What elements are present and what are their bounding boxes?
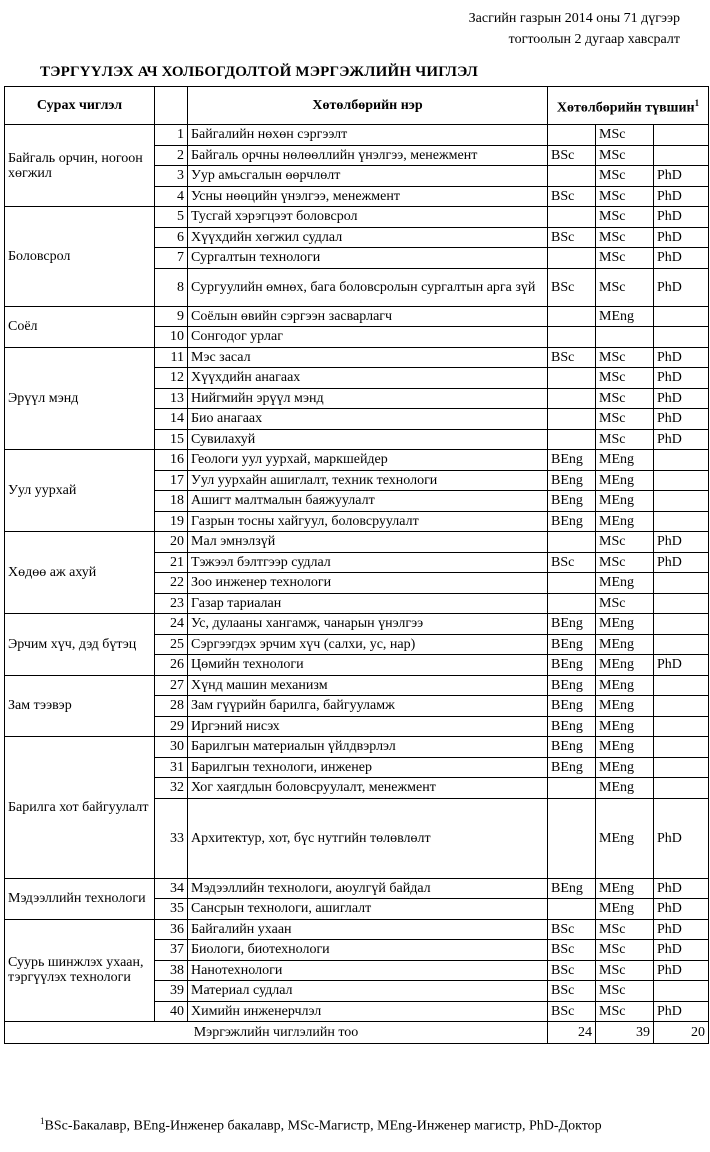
level-bachelor: BEng xyxy=(548,737,596,758)
program-name: Байгалийн ухаан xyxy=(188,919,548,940)
total-master: 39 xyxy=(596,1022,654,1044)
program-name: Барилгын технологи, инженер xyxy=(188,757,548,778)
level-master xyxy=(596,327,654,348)
level-bachelor: BEng xyxy=(548,634,596,655)
row-number: 14 xyxy=(155,409,188,430)
level-doctor: PhD xyxy=(654,207,709,228)
level-master: MSc xyxy=(596,388,654,409)
table-row xyxy=(5,878,709,899)
row-number: 32 xyxy=(155,778,188,799)
row-number: 30 xyxy=(155,737,188,758)
level-doctor: PhD xyxy=(654,186,709,207)
level-bachelor: BEng xyxy=(548,614,596,635)
row-number: 1 xyxy=(155,125,188,146)
level-master: MEng xyxy=(596,716,654,737)
level-doctor xyxy=(654,675,709,696)
level-master: MSc xyxy=(596,186,654,207)
row-number: 3 xyxy=(155,166,188,187)
header-line-2: тогтоолын 2 дугаар хавсралт xyxy=(508,32,680,47)
level-master: MSc xyxy=(596,960,654,981)
level-doctor: PhD xyxy=(654,940,709,961)
level-doctor: PhD xyxy=(654,166,709,187)
row-number: 37 xyxy=(155,940,188,961)
footnote-text: BSc-Бакалавр, BEng-Инженер бакалавр, MSc-Магистр, MEng-Инженер магистр, PhD-Доктор xyxy=(44,1118,602,1134)
level-doctor: PhD xyxy=(654,552,709,573)
level-bachelor: BEng xyxy=(548,655,596,676)
level-doctor xyxy=(654,306,709,327)
table-row xyxy=(5,306,709,327)
row-number: 13 xyxy=(155,388,188,409)
row-number: 15 xyxy=(155,429,188,450)
row-number: 10 xyxy=(155,327,188,348)
level-master: MSc xyxy=(596,347,654,368)
level-bachelor: BSc xyxy=(548,347,596,368)
row-number: 26 xyxy=(155,655,188,676)
field-cell: Эрчим хүч, дэд бүтэц xyxy=(5,614,155,676)
level-bachelor xyxy=(548,327,596,348)
programs-table xyxy=(4,86,709,1044)
level-bachelor xyxy=(548,593,596,614)
level-master: MEng xyxy=(596,899,654,920)
level-doctor xyxy=(654,327,709,348)
level-bachelor: BEng xyxy=(548,450,596,471)
field-cell: Мэдээллийн технологи xyxy=(5,878,155,919)
program-name: Биологи, биотехнологи xyxy=(188,940,548,961)
level-bachelor: BSc xyxy=(548,1001,596,1022)
level-master: MEng xyxy=(596,614,654,635)
row-number: 33 xyxy=(155,798,188,878)
program-name: Нанотехнологи xyxy=(188,960,548,981)
row-number: 2 xyxy=(155,145,188,166)
level-doctor xyxy=(654,634,709,655)
program-name: Байгаль орчны нөлөөллийн үнэлгээ, менежмент xyxy=(188,145,548,166)
level-bachelor: BEng xyxy=(548,675,596,696)
level-bachelor: BSc xyxy=(548,981,596,1002)
level-master: MSc xyxy=(596,919,654,940)
level-doctor: PhD xyxy=(654,227,709,248)
level-doctor xyxy=(654,511,709,532)
level-doctor: PhD xyxy=(654,532,709,553)
table-header-row xyxy=(5,87,709,125)
footnote-number: 1 xyxy=(40,1116,45,1126)
row-number: 38 xyxy=(155,960,188,981)
level-doctor xyxy=(654,737,709,758)
program-name: Усны нөөцийн үнэлгээ, менежмент xyxy=(188,186,548,207)
level-doctor xyxy=(654,778,709,799)
level-master: MSc xyxy=(596,268,654,306)
program-name: Архитектур, хот, бүс нутгийн төлөвлөлт xyxy=(188,798,548,878)
program-name: Хүнд машин механизм xyxy=(188,675,548,696)
level-bachelor: BSc xyxy=(548,227,596,248)
row-number: 39 xyxy=(155,981,188,1002)
program-name: Уул уурхайн ашиглалт, техник технологи xyxy=(188,470,548,491)
level-bachelor: BSc xyxy=(548,940,596,961)
level-bachelor xyxy=(548,125,596,146)
level-bachelor xyxy=(548,306,596,327)
level-doctor xyxy=(654,145,709,166)
header-line-1: Засгийн газрын 2014 оны 71 дүгээр xyxy=(468,11,680,26)
program-name: Хүүхдийн хөгжил судлал xyxy=(188,227,548,248)
level-doctor: PhD xyxy=(654,878,709,899)
program-name: Иргэний нисэх xyxy=(188,716,548,737)
level-bachelor: BSc xyxy=(548,919,596,940)
level-bachelor xyxy=(548,429,596,450)
level-master: MEng xyxy=(596,634,654,655)
row-number: 5 xyxy=(155,207,188,228)
level-bachelor xyxy=(548,388,596,409)
program-name: Зоо инженер технологи xyxy=(188,573,548,594)
program-name: Материал судлал xyxy=(188,981,548,1002)
level-bachelor xyxy=(548,798,596,878)
row-number: 11 xyxy=(155,347,188,368)
level-master: MEng xyxy=(596,798,654,878)
program-name: Уур амьсгалын өөрчлөлт xyxy=(188,166,548,187)
level-doctor: PhD xyxy=(654,899,709,920)
level-doctor xyxy=(654,696,709,717)
level-bachelor xyxy=(548,166,596,187)
level-master: MEng xyxy=(596,511,654,532)
level-master: MSc xyxy=(596,593,654,614)
level-master: MEng xyxy=(596,306,654,327)
level-bachelor xyxy=(548,409,596,430)
program-name: Нийгмийн эрүүл мэнд xyxy=(188,388,548,409)
program-name: Хог хаягдлын боловсруулалт, менежмент xyxy=(188,778,548,799)
field-cell: Эрүүл мэнд xyxy=(5,347,155,450)
program-name: Химийн инженерчлэл xyxy=(188,1001,548,1022)
level-master: MSc xyxy=(596,125,654,146)
table-body xyxy=(5,125,709,1044)
level-doctor: PhD xyxy=(654,655,709,676)
level-master: MSc xyxy=(596,207,654,228)
row-number: 16 xyxy=(155,450,188,471)
program-name: Геологи уул уурхай, маркшейдер xyxy=(188,450,548,471)
level-master: MEng xyxy=(596,778,654,799)
row-number: 17 xyxy=(155,470,188,491)
level-master: MSc xyxy=(596,166,654,187)
footnote-mark: 1 xyxy=(694,97,700,108)
program-name: Байгалийн нөхөн сэргээлт xyxy=(188,125,548,146)
level-doctor xyxy=(654,614,709,635)
level-master: MEng xyxy=(596,878,654,899)
row-number: 29 xyxy=(155,716,188,737)
level-master: MSc xyxy=(596,409,654,430)
row-number: 21 xyxy=(155,552,188,573)
total-label: Мэргэжлийн чиглэлийн тоо xyxy=(5,1022,548,1044)
program-name: Био анагаах xyxy=(188,409,548,430)
program-name: Сургуулийн өмнөх, бага боловсролын сургалтын арга зүй xyxy=(188,268,548,306)
level-bachelor: BSc xyxy=(548,960,596,981)
program-name: Сургалтын технологи xyxy=(188,248,548,269)
level-doctor: PhD xyxy=(654,960,709,981)
level-doctor xyxy=(654,981,709,1002)
col-header-number xyxy=(155,87,188,125)
level-bachelor: BEng xyxy=(548,491,596,512)
row-number: 12 xyxy=(155,368,188,389)
col-header-field: Сурах чиглэл xyxy=(5,87,155,125)
level-doctor: PhD xyxy=(654,919,709,940)
row-number: 7 xyxy=(155,248,188,269)
field-cell: Барилга хот байгуулалт xyxy=(5,737,155,879)
level-bachelor xyxy=(548,532,596,553)
level-master: MEng xyxy=(596,470,654,491)
level-bachelor: BEng xyxy=(548,511,596,532)
program-name: Соёлын өвийн сэргээн засварлагч xyxy=(188,306,548,327)
level-master: MSc xyxy=(596,552,654,573)
table-row xyxy=(5,675,709,696)
footnote xyxy=(40,1112,680,1136)
table-row xyxy=(5,532,709,553)
field-cell: Соёл xyxy=(5,306,155,347)
level-master: MSc xyxy=(596,1001,654,1022)
program-name: Сэргээгдэх эрчим хүч (салхи, ус, нар) xyxy=(188,634,548,655)
table-row xyxy=(5,737,709,758)
level-master: MEng xyxy=(596,491,654,512)
level-doctor xyxy=(654,450,709,471)
level-doctor: PhD xyxy=(654,347,709,368)
program-name: Сувилахуй xyxy=(188,429,548,450)
field-cell: Хөдөө аж ахуй xyxy=(5,532,155,614)
program-name: Мэдээллийн технологи, аюулгүй байдал xyxy=(188,878,548,899)
level-master: MSc xyxy=(596,145,654,166)
level-doctor xyxy=(654,757,709,778)
total-doctor: 20 xyxy=(654,1022,709,1044)
program-name: Мэс засал xyxy=(188,347,548,368)
row-number: 18 xyxy=(155,491,188,512)
row-number: 6 xyxy=(155,227,188,248)
level-bachelor: BSc xyxy=(548,268,596,306)
program-name: Барилгын материалын үйлдвэрлэл xyxy=(188,737,548,758)
table-row xyxy=(5,347,709,368)
total-bachelor: 24 xyxy=(548,1022,596,1044)
table-row xyxy=(5,450,709,471)
level-bachelor: BSc xyxy=(548,186,596,207)
row-number: 4 xyxy=(155,186,188,207)
level-doctor: PhD xyxy=(654,1001,709,1022)
level-master: MSc xyxy=(596,429,654,450)
row-number: 36 xyxy=(155,919,188,940)
level-bachelor xyxy=(548,248,596,269)
program-name: Мал эмнэлзүй xyxy=(188,532,548,553)
level-doctor: PhD xyxy=(654,268,709,306)
level-bachelor: BEng xyxy=(548,716,596,737)
level-master: MSc xyxy=(596,940,654,961)
table-row xyxy=(5,614,709,635)
level-master: MEng xyxy=(596,757,654,778)
program-name: Тусгай хэрэгцээт боловсрол xyxy=(188,207,548,228)
level-master: MSc xyxy=(596,368,654,389)
program-name: Хүүхдийн анагаах xyxy=(188,368,548,389)
level-bachelor: BEng xyxy=(548,757,596,778)
level-bachelor xyxy=(548,899,596,920)
level-bachelor: BEng xyxy=(548,696,596,717)
level-doctor xyxy=(654,125,709,146)
program-name: Сансрын технологи, ашиглалт xyxy=(188,899,548,920)
total-row xyxy=(5,1022,709,1044)
field-cell: Суурь шинжлэх ухаан, тэргүүлэх технологи xyxy=(5,919,155,1022)
row-number: 31 xyxy=(155,757,188,778)
row-number: 28 xyxy=(155,696,188,717)
level-bachelor xyxy=(548,207,596,228)
level-master: MEng xyxy=(596,737,654,758)
level-bachelor xyxy=(548,778,596,799)
level-doctor xyxy=(654,573,709,594)
table-row xyxy=(5,125,709,146)
level-master: MSc xyxy=(596,227,654,248)
row-number: 9 xyxy=(155,306,188,327)
level-doctor: PhD xyxy=(654,388,709,409)
program-name: Зам гүүрийн барилга, байгууламж xyxy=(188,696,548,717)
document-title: ТЭРГҮҮЛЭХ АЧ ХОЛБОГДОЛТОЙ МЭРГЭЖЛИЙН ЧИГЛЭЛ xyxy=(40,64,478,80)
level-bachelor: BSc xyxy=(548,145,596,166)
program-name: Ус, дулааны хангамж, чанарын үнэлгээ xyxy=(188,614,548,635)
program-name: Сонгодог урлаг xyxy=(188,327,548,348)
table-row xyxy=(5,919,709,940)
field-cell: Боловсрол xyxy=(5,207,155,307)
field-cell: Уул уурхай xyxy=(5,450,155,532)
row-number: 27 xyxy=(155,675,188,696)
col-header-level: Хөтөлбөрийн түвшин$^1$ xyxy=(548,87,709,125)
level-master: MEng xyxy=(596,675,654,696)
level-bachelor xyxy=(548,368,596,389)
row-number: 23 xyxy=(155,593,188,614)
level-doctor: PhD xyxy=(654,798,709,878)
level-master: MEng xyxy=(596,573,654,594)
level-doctor xyxy=(654,593,709,614)
level-master: MEng xyxy=(596,450,654,471)
row-number: 20 xyxy=(155,532,188,553)
program-name: Газар тариалан xyxy=(188,593,548,614)
level-bachelor: BSc xyxy=(548,552,596,573)
row-number: 24 xyxy=(155,614,188,635)
row-number: 19 xyxy=(155,511,188,532)
field-cell: Зам тээвэр xyxy=(5,675,155,737)
row-number: 40 xyxy=(155,1001,188,1022)
level-master: MSc xyxy=(596,248,654,269)
program-name: Газрын тосны хайгуул, боловсруулалт xyxy=(188,511,548,532)
level-bachelor: BEng xyxy=(548,470,596,491)
level-doctor: PhD xyxy=(654,429,709,450)
level-doctor: PhD xyxy=(654,368,709,389)
level-master: MSc xyxy=(596,532,654,553)
level-bachelor xyxy=(548,573,596,594)
level-master: MEng xyxy=(596,696,654,717)
row-number: 8 xyxy=(155,268,188,306)
table-row xyxy=(5,207,709,228)
program-name: Тэжээл бэлтгээр судлал xyxy=(188,552,548,573)
row-number: 22 xyxy=(155,573,188,594)
document-header xyxy=(0,8,680,50)
row-number: 34 xyxy=(155,878,188,899)
program-name: Ашигт малтмалын баяжуулалт xyxy=(188,491,548,512)
level-doctor xyxy=(654,470,709,491)
level-bachelor: BEng xyxy=(548,878,596,899)
field-cell: Байгаль орчин, ногоон хөгжил xyxy=(5,125,155,207)
level-master: MEng xyxy=(596,655,654,676)
col-header-program: Хөтөлбөрийн нэр xyxy=(188,87,548,125)
row-number: 25 xyxy=(155,634,188,655)
level-doctor: PhD xyxy=(654,248,709,269)
level-master: MSc xyxy=(596,981,654,1002)
level-doctor: PhD xyxy=(654,409,709,430)
row-number: 35 xyxy=(155,899,188,920)
level-doctor xyxy=(654,491,709,512)
program-name: Цөмийн технологи xyxy=(188,655,548,676)
level-doctor xyxy=(654,716,709,737)
